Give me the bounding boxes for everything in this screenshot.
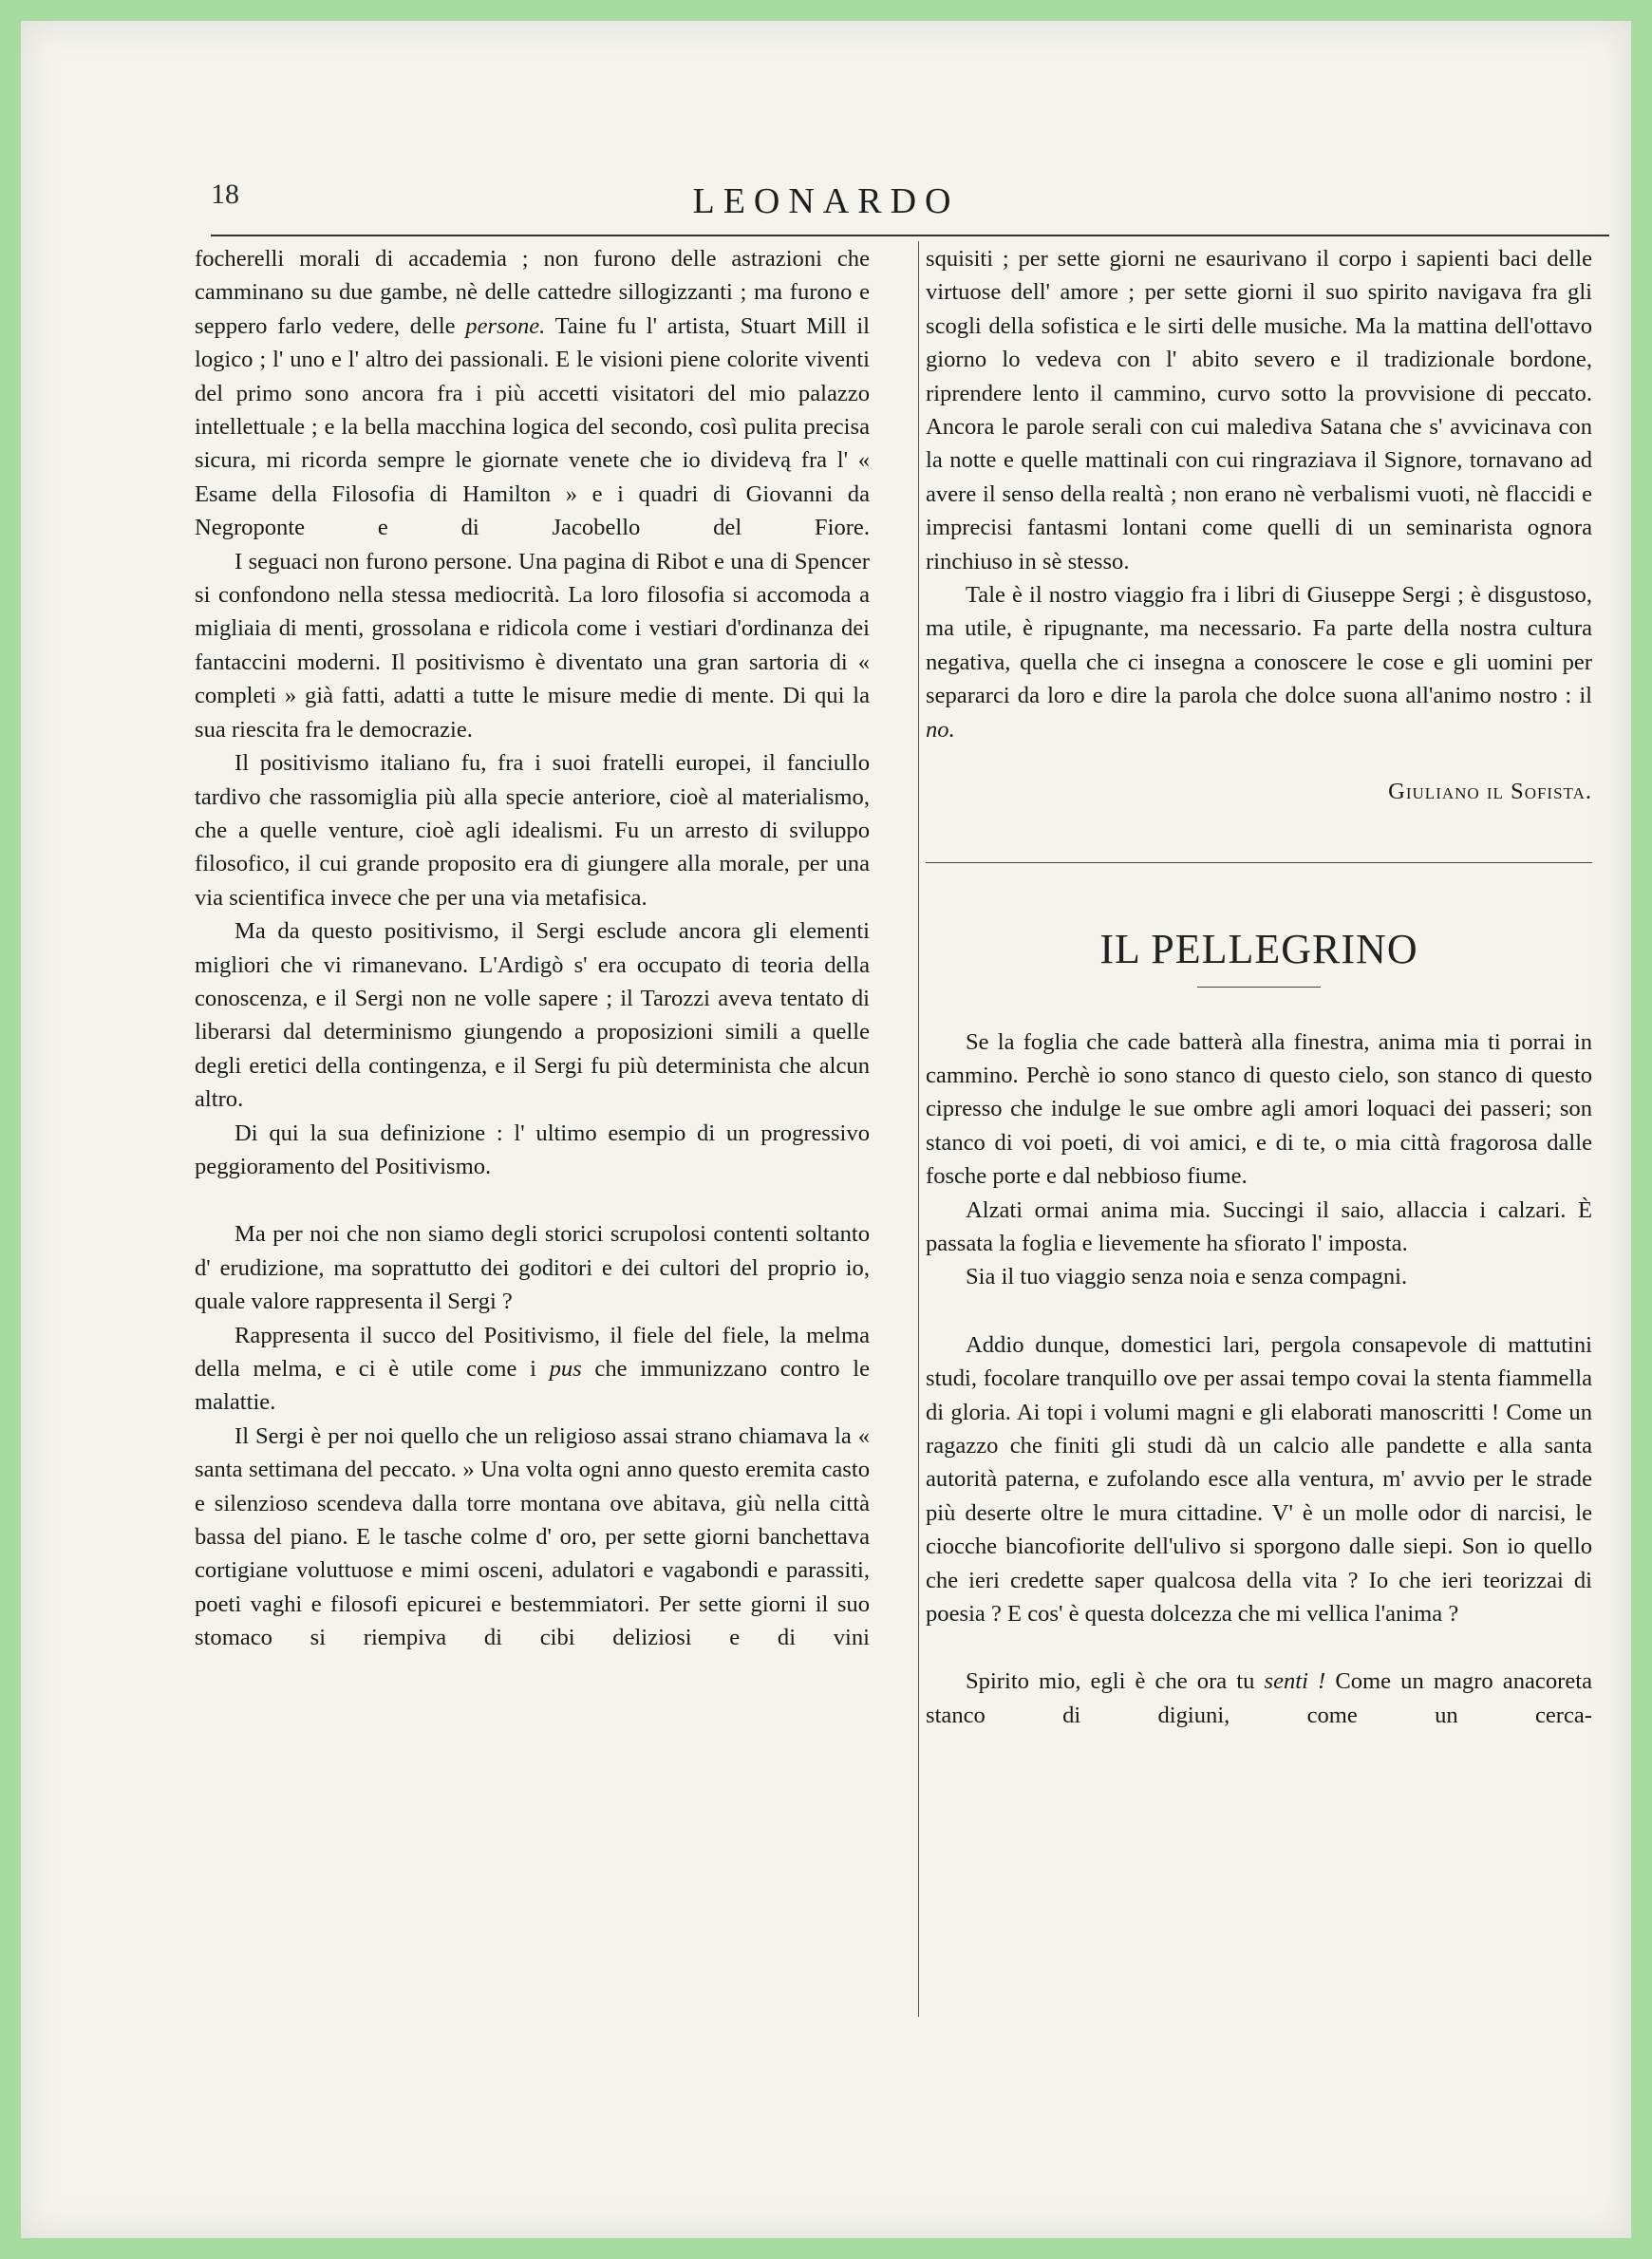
- text-span: Come un magro anacoreta stanco di digiuni, come un cerca-: [926, 1668, 1592, 1728]
- italic-text: senti !: [1264, 1668, 1326, 1695]
- pellegrino-paragraph-4: Addio dunque, domestici lari, pergola consapevole di mattutini studi, focolare tranquillo ove per assai tempo covai la stenta fiammella di gloria. Ai topi i volumi magni e gli elaborati manoscritti ! Come un ragazzo che finiti gli studi dà un calcio alle pandette e alla santa autorità paterna, e zufolando esce alla ventura, m' avvio per le strade più deserte oltre le mura cittadine. V' è un molle odor di narcisi, le ciocche biancofiorite dell'ulivo si sporgono dalle siepi. Son io quello che ieri credette saper qualcosa della vita ? Io che ieri teorizzai di poesia ? E cos' è questa dolcezza che mi vellica l'anima ?: [926, 1331, 1592, 1627]
- paragraph-gap: [926, 1630, 1592, 1665]
- left-paragraph-6: Ma per noi che non siamo degli storici scrupolosi contenti soltanto d' erudizione, ma soprattutto dei goditori e dei cultori del proprio io, quale valore rappresenta il Sergi ?: [195, 1221, 870, 1315]
- text-span: focherelli morali di accademia ; non furono delle astrazioni che camminano su due gambe, nè delle cattedre sillogizzanti ; ma furono e seppero farlo vedere, delle: [195, 246, 870, 339]
- italic-text: persone.: [465, 312, 546, 339]
- left-paragraph-2: I seguaci non furono persone. Una pagina di Ribot e una di Spencer si confondono nella stessa mediocrità. La loro filosofia si accomoda a migliaia di menti, grossolana e ridicola come i vestiari d'ordinanza dei fantaccini moderni. Il positivismo è diventato una gran sartoria di « completi » già fatti, adatti a tutte le misure medie di mente. Di qui la sua riescita fra le democrazie.: [195, 548, 870, 743]
- pellegrino-paragraph-2: Alzati ormai anima mia. Succingi il saio, allaccia i calzari. È passata la foglia e lievemente ha sfiorato l' imposta.: [926, 1196, 1592, 1256]
- right-column: [926, 242, 1592, 1732]
- italic-text: no.: [926, 716, 955, 743]
- italic-text: pus: [549, 1356, 582, 1382]
- text-span: che immunizzano contro le malattie.: [195, 1356, 870, 1416]
- left-paragraph-1: [195, 242, 870, 545]
- text-span: Rappresenta il succo del Positivismo, il fiele del fiele, la melma della melma, e ci è utile come i: [195, 1322, 870, 1382]
- right-paragraph-2: [926, 578, 1592, 746]
- pellegrino-paragraph-5: [926, 1665, 1592, 1732]
- running-head: LEONARDO: [692, 181, 960, 221]
- paragraph-gap: [195, 1183, 870, 1217]
- column-divider: [918, 241, 919, 2017]
- pellegrino-paragraph-3: Sia il tuo viaggio senza noia e senza compagni.: [966, 1264, 1408, 1290]
- left-paragraph-8: Il Sergi è per noi quello che un religioso assai strano chiamava la « santa settimana del peccato. » Una volta ogni anno questo eremita casto e silenzioso scendeva dalla torre montana ove abitava, giù nella città bassa del piano. E le tasche colme d' oro, per sette giorni banchettava cortigiane voluttuose e mimi osceni, adulatori e vagabondi e parassiti, poeti vaghi e filosofi epicurei e bestemmiatori. Per sette giorni il suo stomaco si riempiva di cibi deliziosi e di vini: [195, 1422, 870, 1651]
- text-span: Spirito mio, egli è che ora tu: [966, 1668, 1265, 1695]
- header-rule: [211, 235, 1609, 236]
- left-column: [195, 242, 870, 1655]
- text-span: Tale è il nostro viaggio fra i libri di Giuseppe Sergi ; è disgustoso, ma utile, è ripugnante, ma necessario. Fa parte della nostra cultura negativa, quella che ci insegna a conoscere le cose e gli uomini per separarci da loro e dire la parola che dolce suona all'animo nostro : il: [926, 582, 1592, 709]
- author-signature: Giuliano il Sofista.: [1388, 779, 1592, 805]
- left-paragraph-4: Ma da questo positivismo, il Sergi esclude ancora gli elementi migliori che vi rimanevano. L'Ardigò s' era occupato di teoria della conoscenza, e il Sergi non ne volle sapere ; il Tarozzi aveva tentato di liberarsi dal determinismo giungendo a proposizioni simili a quelle degli eretici della contingenza, e il Sergi fu più determinista che alcun altro.: [195, 918, 870, 1113]
- right-paragraph-1: squisiti ; per sette giorni ne esaurivano il corpo i sapienti baci delle virtuose dell' amore ; per sette giorni il suo spirito navigava fra gli scogli della sofistica e le sirti delle musiche. Ma la mattina dell'ottavo giorno lo vedeva con l' abito severo e il tradizionale bordone, riprendere lento il cammino, curvo sotto la provvisione di peccato. Ancora le parole serali con cui malediva Satana che s' avvicinava con la notte e quelle mattinali con cui ringraziava il Signore, tornavano ad avere il senso della realtà ; non erano nè verbalismi vuoti, nè flaccidi e imprecisi fantasmi lontani come quelli di un seminarista ognora rinchiuso in sè stesso.: [926, 246, 1592, 574]
- pellegrino-paragraph-1: Se la foglia che cade batterà alla finestra, anima mia ti porrai in cammino. Perchè io sono stanco di questo cielo, son stanco di questo cipresso che indulge le sue ombre agli amori loquaci dei passeri; son stanco di voi poeti, di voi amici, e di te, o mia città fragorosa dalle fosche porte e dal nebbioso fiume.: [926, 1028, 1592, 1190]
- title-underline: [1197, 987, 1321, 988]
- section-rule: [926, 862, 1592, 863]
- page-number: 18: [211, 179, 239, 210]
- text-span: Taine fu l' artista, Stuart Mill il logico ; l' uno e l' altro dei passionali. E le visioni piene colorite viventi del primo sono ancora fra i più accetti visitatori del mio palazzo intellettuale ; e la bella macchina logica del secondo, così pulita precisa sicura, mi ricorda sempre le giornate venete che io dividevą fra l' « Esame della Filosofia di Hamilton » e i quadri di Giovanni da Negroponte e di Jacobello del Fiore.: [195, 312, 870, 541]
- left-paragraph-7: [195, 1319, 870, 1420]
- left-paragraph-5: Di qui la sua definizione : l' ultimo esempio di un progressivo peggioramento del Positivismo.: [195, 1120, 870, 1179]
- left-paragraph-3: Il positivismo italiano fu, fra i suoi fratelli europei, il fanciullo tardivo che rassomiglia più alla specie anteriore, cioè al materialismo, che a quelle venture, cioè agli idealismi. Fu un arresto di sviluppo filosofico, il cui grande proposito era di giungere alla morale, per una via scientifica invece che per una via metafisica.: [195, 750, 870, 911]
- paragraph-gap: [926, 1294, 1592, 1328]
- section-title: IL PELLEGRINO: [1099, 925, 1418, 972]
